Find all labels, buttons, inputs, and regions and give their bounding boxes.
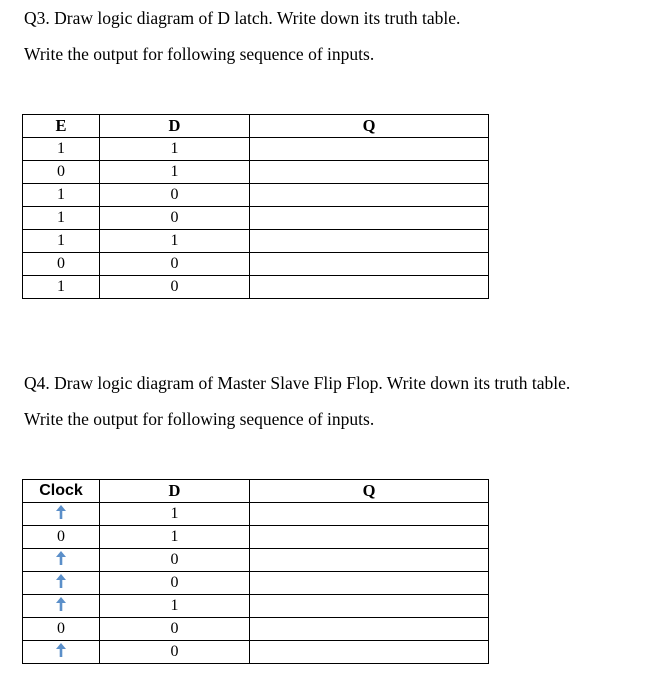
table-header-row <box>23 480 489 503</box>
cell-q <box>250 526 489 549</box>
cell-clock <box>23 595 100 618</box>
cell-d: 1 <box>100 526 250 549</box>
cell-q <box>250 503 489 526</box>
cell-clock <box>23 572 100 595</box>
cell-d: 0 <box>100 572 250 595</box>
cell-q <box>250 207 489 230</box>
cell-e: 0 <box>23 253 100 276</box>
cell-d: 0 <box>100 276 250 299</box>
cell-q <box>250 618 489 641</box>
table-row <box>23 572 489 595</box>
table-row <box>23 618 489 641</box>
column-header-d: D <box>100 480 250 503</box>
cell-clock: 0 <box>23 618 100 641</box>
cell-e: 0 <box>23 161 100 184</box>
cell-d: 0 <box>100 618 250 641</box>
up-arrow-icon <box>56 505 66 524</box>
cell-q <box>250 161 489 184</box>
q4-heading: Q4. Draw logic diagram of Master Slave Flip Flop. Write down its truth table. <box>24 373 571 393</box>
column-header-d: D <box>100 115 250 138</box>
table-row <box>23 641 489 664</box>
table-row <box>23 549 489 572</box>
cell-q <box>250 138 489 161</box>
table-row <box>23 503 489 526</box>
cell-e: 1 <box>23 230 100 253</box>
cell-q <box>250 230 489 253</box>
cell-clock <box>23 641 100 664</box>
cell-e: 1 <box>23 207 100 230</box>
cell-d: 0 <box>100 207 250 230</box>
cell-d: 0 <box>100 641 250 664</box>
cell-q <box>250 572 489 595</box>
cell-q <box>250 641 489 664</box>
cell-d: 0 <box>100 549 250 572</box>
up-arrow-icon <box>56 574 66 593</box>
q3-truth-table <box>22 114 489 299</box>
table-row <box>23 276 489 299</box>
cell-e: 1 <box>23 276 100 299</box>
table-header-row <box>23 115 489 138</box>
cell-d: 1 <box>100 595 250 618</box>
cell-q <box>250 276 489 299</box>
table-row <box>23 161 489 184</box>
table-row <box>23 526 489 549</box>
cell-clock <box>23 503 100 526</box>
cell-d: 1 <box>100 230 250 253</box>
cell-q <box>250 184 489 207</box>
cell-q <box>250 253 489 276</box>
column-header-clock: Clock <box>23 480 100 503</box>
table-row <box>23 207 489 230</box>
table-row <box>23 253 489 276</box>
cell-e: 1 <box>23 138 100 161</box>
table-row <box>23 595 489 618</box>
cell-d: 1 <box>100 138 250 161</box>
cell-clock <box>23 549 100 572</box>
up-arrow-icon <box>56 643 66 662</box>
column-header-q: Q <box>250 480 489 503</box>
up-arrow-icon <box>56 551 66 570</box>
up-arrow-icon <box>56 597 66 616</box>
cell-clock: 0 <box>23 526 100 549</box>
table-row <box>23 184 489 207</box>
column-header-q: Q <box>250 115 489 138</box>
column-header-e: E <box>23 115 100 138</box>
q4-truth-table <box>22 479 489 664</box>
table-row <box>23 138 489 161</box>
cell-d: 1 <box>100 161 250 184</box>
cell-e: 1 <box>23 184 100 207</box>
q4-instruction: Write the output for following sequence of inputs. <box>24 409 375 429</box>
cell-d: 0 <box>100 253 250 276</box>
cell-d: 1 <box>100 503 250 526</box>
cell-q <box>250 595 489 618</box>
q3-heading: Q3. Draw logic diagram of D latch. Write down its truth table. <box>24 8 461 28</box>
table-row <box>23 230 489 253</box>
cell-d: 0 <box>100 184 250 207</box>
cell-q <box>250 549 489 572</box>
q3-instruction: Write the output for following sequence of inputs. <box>24 44 375 64</box>
